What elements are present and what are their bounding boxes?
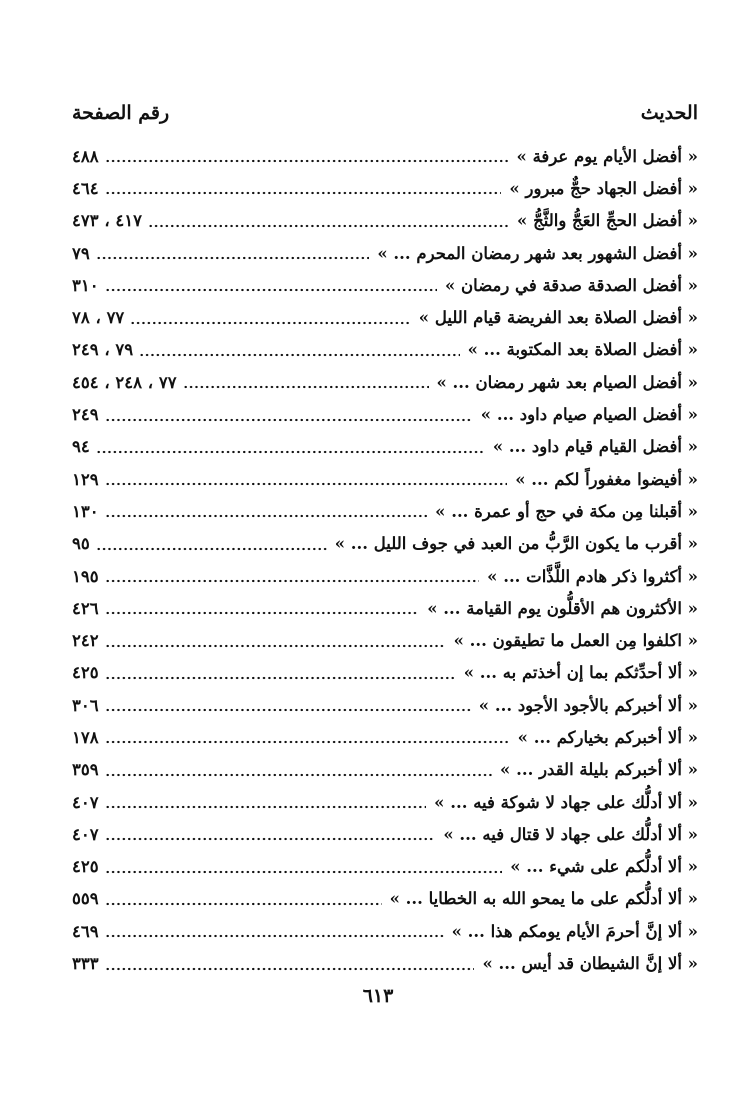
page-reference: ٧٩ ، ٢٤٩ <box>72 340 134 360</box>
index-entry <box>72 366 698 398</box>
hadith-text: « ألا أدلُّكم على ما يمحو الله به الخطايا ... » <box>389 889 698 909</box>
hadith-text: « ألا إنَّ الشيطان قد أيس ... » <box>482 954 698 974</box>
hadith-text: « ألا أدلُّك على جهاد لا قتال فيه ... » <box>443 824 698 844</box>
dot-leader <box>105 418 473 422</box>
dot-leader <box>105 837 436 841</box>
dot-leader <box>183 385 429 389</box>
dot-leader <box>105 740 510 744</box>
page-reference: ٤٨٨ <box>72 146 99 166</box>
dot-leader <box>105 934 444 938</box>
page-reference: ٤٦٩ <box>72 921 99 941</box>
index-entry <box>72 205 698 237</box>
index-entry <box>72 624 698 656</box>
dot-leader <box>105 288 437 292</box>
hadith-index-list <box>72 140 698 980</box>
index-entry <box>72 754 698 786</box>
index-entry <box>72 172 698 204</box>
index-entry <box>72 689 698 721</box>
page-reference: ٣٣٣ <box>72 954 99 974</box>
index-entry <box>72 334 698 366</box>
page-reference: ٤٠٧ <box>72 792 99 812</box>
page-reference: ٣٥٩ <box>72 760 99 780</box>
page-reference: ١٢٩ <box>72 469 99 489</box>
index-entry <box>72 431 698 463</box>
page-reference: ٤٦٤ <box>72 178 99 198</box>
hadith-text: « ألا أخبركم بليلة القدر ... » <box>500 760 698 780</box>
page-number-column-heading: رقم الصفحة <box>72 102 170 124</box>
hadith-text: « أفضل القيام قيام داود ... » <box>492 437 698 457</box>
dot-leader <box>148 224 509 228</box>
dot-leader <box>96 256 370 260</box>
page-reference: ٣١٠ <box>72 275 99 295</box>
hadith-text: « أقبلنا مِن مكة في حج أو عمرة ... » <box>435 501 698 521</box>
index-entry <box>72 301 698 333</box>
hadith-text: « أفضل الصدقة صدقة في رمضان » <box>445 275 698 295</box>
hadith-text: « ألا أحدِّثكم بما إن أخذتم به ... » <box>463 663 698 683</box>
page-reference: ٤٢٦ <box>72 598 99 618</box>
dot-leader <box>105 514 428 518</box>
hadith-text: « ألا أدلُّك على جهاد لا شوكة فيه ... » <box>434 792 698 812</box>
hadith-text: « ألا أدلُّكم على شيء ... » <box>510 857 698 877</box>
index-entry <box>72 721 698 753</box>
dot-leader <box>105 805 427 809</box>
page-reference: ٤٢٥ <box>72 857 99 877</box>
index-entry <box>72 237 698 269</box>
hadith-column-heading: الحديث <box>640 102 698 124</box>
index-entry <box>72 560 698 592</box>
dot-leader <box>105 902 382 906</box>
index-entry <box>72 398 698 430</box>
index-entry <box>72 915 698 947</box>
page-reference: ٧٧ ، ٢٤٨ ، ٤٥٤ <box>72 372 177 392</box>
page-reference: ٣٠٦ <box>72 695 99 715</box>
page-reference: ٧٧ ، ٧٨ <box>72 308 125 328</box>
hadith-text: « اكلفوا مِن العمل ما تطيقون ... » <box>453 631 698 651</box>
hadith-text: « أفضل الصلاة بعد المكتوبة ... » <box>467 340 698 360</box>
hadith-text: « الأكثرون هم الأقلُّون يوم القيامة ... » <box>427 598 698 618</box>
index-entry <box>72 851 698 883</box>
dot-leader <box>105 870 503 874</box>
hadith-text: « أقرب ما يكون الرَّبُّ من العبد في جوف الليل ... » <box>334 534 698 554</box>
hadith-text: « أكثروا ذكر هادم اللَّذَّات ... » <box>487 566 698 586</box>
hadith-text: « أفضل الجهاد حجٌّ مبرور » <box>509 178 698 198</box>
dot-leader <box>105 773 492 777</box>
dot-leader <box>105 611 420 615</box>
hadith-text: « أفضل الأيام يوم عرفة » <box>516 146 698 166</box>
index-entry <box>72 818 698 850</box>
page-reference: ٩٤ <box>72 437 90 457</box>
index-entry <box>72 495 698 527</box>
index-entry <box>72 657 698 689</box>
page-reference: ٢٤٢ <box>72 631 99 651</box>
dot-leader <box>105 482 508 486</box>
dot-leader <box>139 353 459 357</box>
dot-leader <box>105 644 446 648</box>
page-reference: ١٩٥ <box>72 566 99 586</box>
hadith-text: « أفضل الشهور بعد شهر رمضان المحرم ... » <box>377 243 698 263</box>
dot-leader <box>105 708 471 712</box>
hadith-text: « أفضل الصيام صيام داود ... » <box>480 405 698 425</box>
dot-leader <box>105 676 456 680</box>
index-header <box>72 98 698 128</box>
dot-leader <box>105 579 480 583</box>
dot-leader <box>105 191 502 195</box>
index-entry <box>72 592 698 624</box>
hadith-text: « أفضل الصيام بعد شهر رمضان ... » <box>436 372 698 392</box>
page-reference: ٥٥٩ <box>72 889 99 909</box>
page-reference: ٤١٧ ، ٤٧٣ <box>72 211 143 231</box>
page-reference: ١٣٠ <box>72 501 99 521</box>
dot-leader <box>96 547 327 551</box>
dot-leader <box>105 159 509 163</box>
page-reference: ٤٢٥ <box>72 663 99 683</box>
page-reference: ٤٠٧ <box>72 824 99 844</box>
hadith-text: « ألا أخبركم بخياركم ... » <box>517 727 698 747</box>
hadith-text: « أفضل الصلاة بعد الفريضة قيام الليل » <box>418 308 698 328</box>
index-entry <box>72 463 698 495</box>
page-reference: ٢٤٩ <box>72 405 99 425</box>
index-entry <box>72 786 698 818</box>
dot-leader <box>96 450 485 454</box>
hadith-text: « ألا إنَّ أحرمَ الأيام يومكم هذا ... » <box>451 921 698 941</box>
index-entry <box>72 269 698 301</box>
index-entry <box>72 528 698 560</box>
index-entry <box>72 947 698 979</box>
hadith-text: « ألا أخبركم بالأجود الأجود ... » <box>478 695 698 715</box>
page-reference: ٧٩ <box>72 243 90 263</box>
page-reference: ١٧٨ <box>72 727 99 747</box>
dot-leader <box>105 967 475 971</box>
dot-leader <box>130 321 411 325</box>
hadith-text: « أفيضوا مغفوراً لكم ... » <box>515 469 698 489</box>
index-entry <box>72 883 698 915</box>
hadith-text: « أفضل الحجِّ العَجُّ والثَّجُّ » <box>517 211 698 231</box>
index-entry <box>72 140 698 172</box>
page-number: ٦١٣ <box>362 985 394 1007</box>
page-reference: ٩٥ <box>72 534 90 554</box>
